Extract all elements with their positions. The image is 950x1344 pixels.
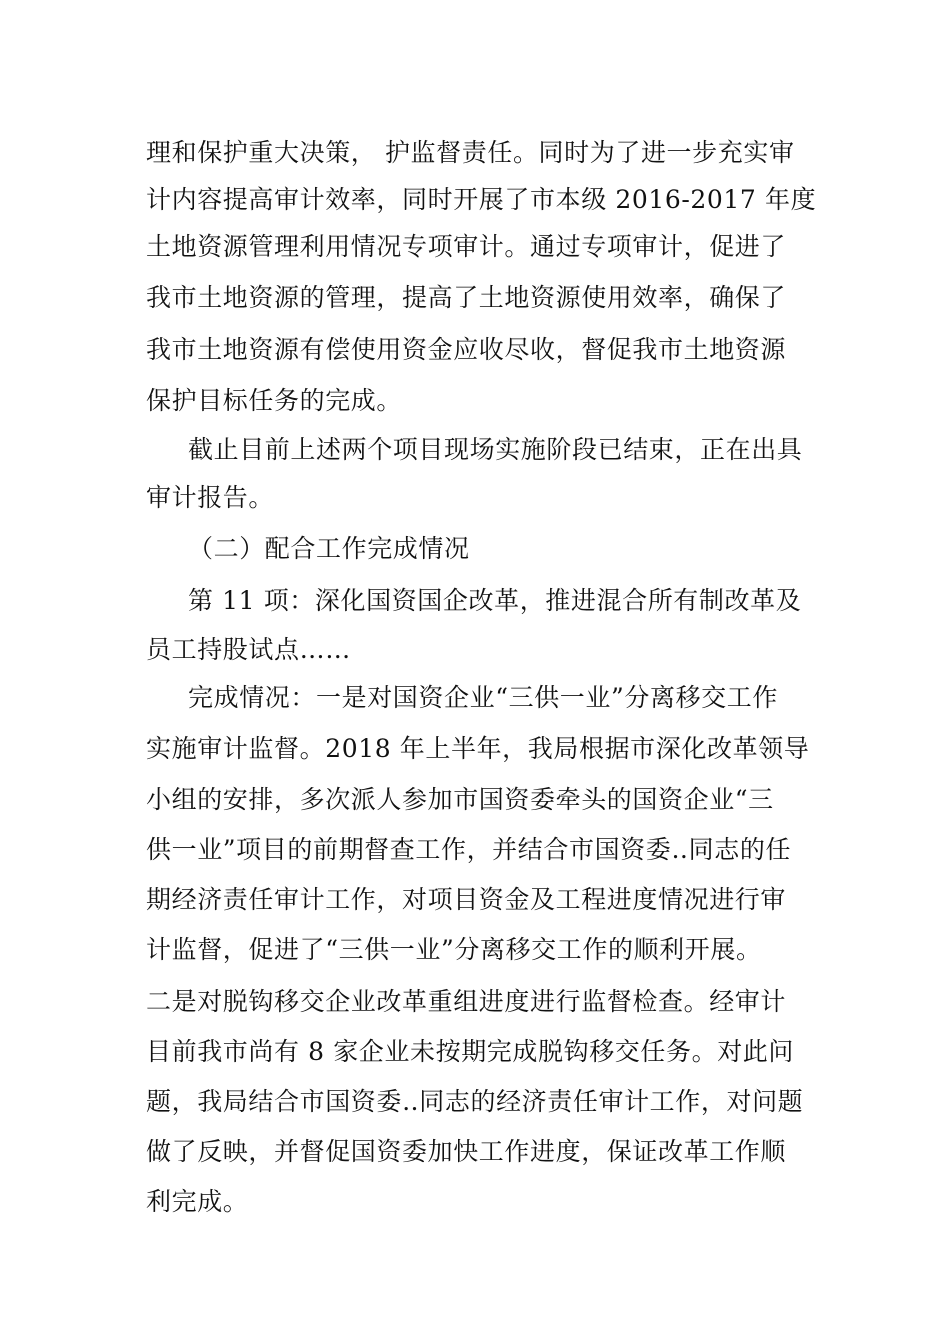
body-text-line: 期经济责任审计工作，对项目资金及工程进度情况进行审 xyxy=(146,885,787,914)
body-text-line: 理和保护重大决策， 护监督责任。同时为了进一步充实审 xyxy=(146,138,795,167)
body-text-line: 土地资源管理利用情况专项审计。通过专项审计，促进了 xyxy=(146,232,787,261)
body-text-line: 我市土地资源有偿使用资金应收尽收，督促我市土地资源 xyxy=(146,335,787,364)
body-text-line: 员工持股试点…… xyxy=(146,635,351,664)
body-text-line: 保护目标任务的完成。 xyxy=(146,386,403,415)
body-text-line: 二是对脱钩移交企业改革重组进度进行监督检查。经审计 xyxy=(146,987,787,1016)
paragraph-first-line: 截止目前上述两个项目现场实施阶段已结束，正在出具 xyxy=(188,435,803,464)
body-text-line: 审计报告。 xyxy=(146,483,275,512)
paragraph-first-line: 完成情况：一是对国资企业“三供一业”分离移交工作 xyxy=(188,683,778,712)
body-text-line: 计监督，促进了“三供一业”分离移交工作的顺利开展。 xyxy=(146,935,762,964)
body-text-line: 供一业”项目的前期督查工作，并结合市国资委‥同志的任 xyxy=(146,835,792,864)
body-text-line: 小组的安排，多次派人参加市国资委牵头的国资企业“三 xyxy=(146,785,774,814)
body-text-line: 计内容提高审计效率，同时开展了市本级 2016-2017 年度 xyxy=(146,185,817,214)
body-text-line: 做了反映，并督促国资委加快工作进度，保证改革工作顺 xyxy=(146,1137,787,1166)
body-text-line: 实施审计监督。2018 年上半年，我局根据市深化改革领导 xyxy=(146,734,810,763)
body-text-line: 利完成。 xyxy=(146,1187,249,1216)
body-text-line: 题，我局结合市国资委‥同志的经济责任审计工作，对问题 xyxy=(146,1087,804,1116)
body-text-line: 目前我市尚有 8 家企业未按期完成脱钩移交任务。对此问 xyxy=(146,1037,795,1066)
item-title-line: 第 11 项：深化国资国企改革，推进混合所有制改革及 xyxy=(188,586,802,615)
section-heading: （二）配合工作完成情况 xyxy=(188,534,470,563)
body-text-line: 我市土地资源的管理，提高了土地资源使用效率，确保了 xyxy=(146,283,787,312)
